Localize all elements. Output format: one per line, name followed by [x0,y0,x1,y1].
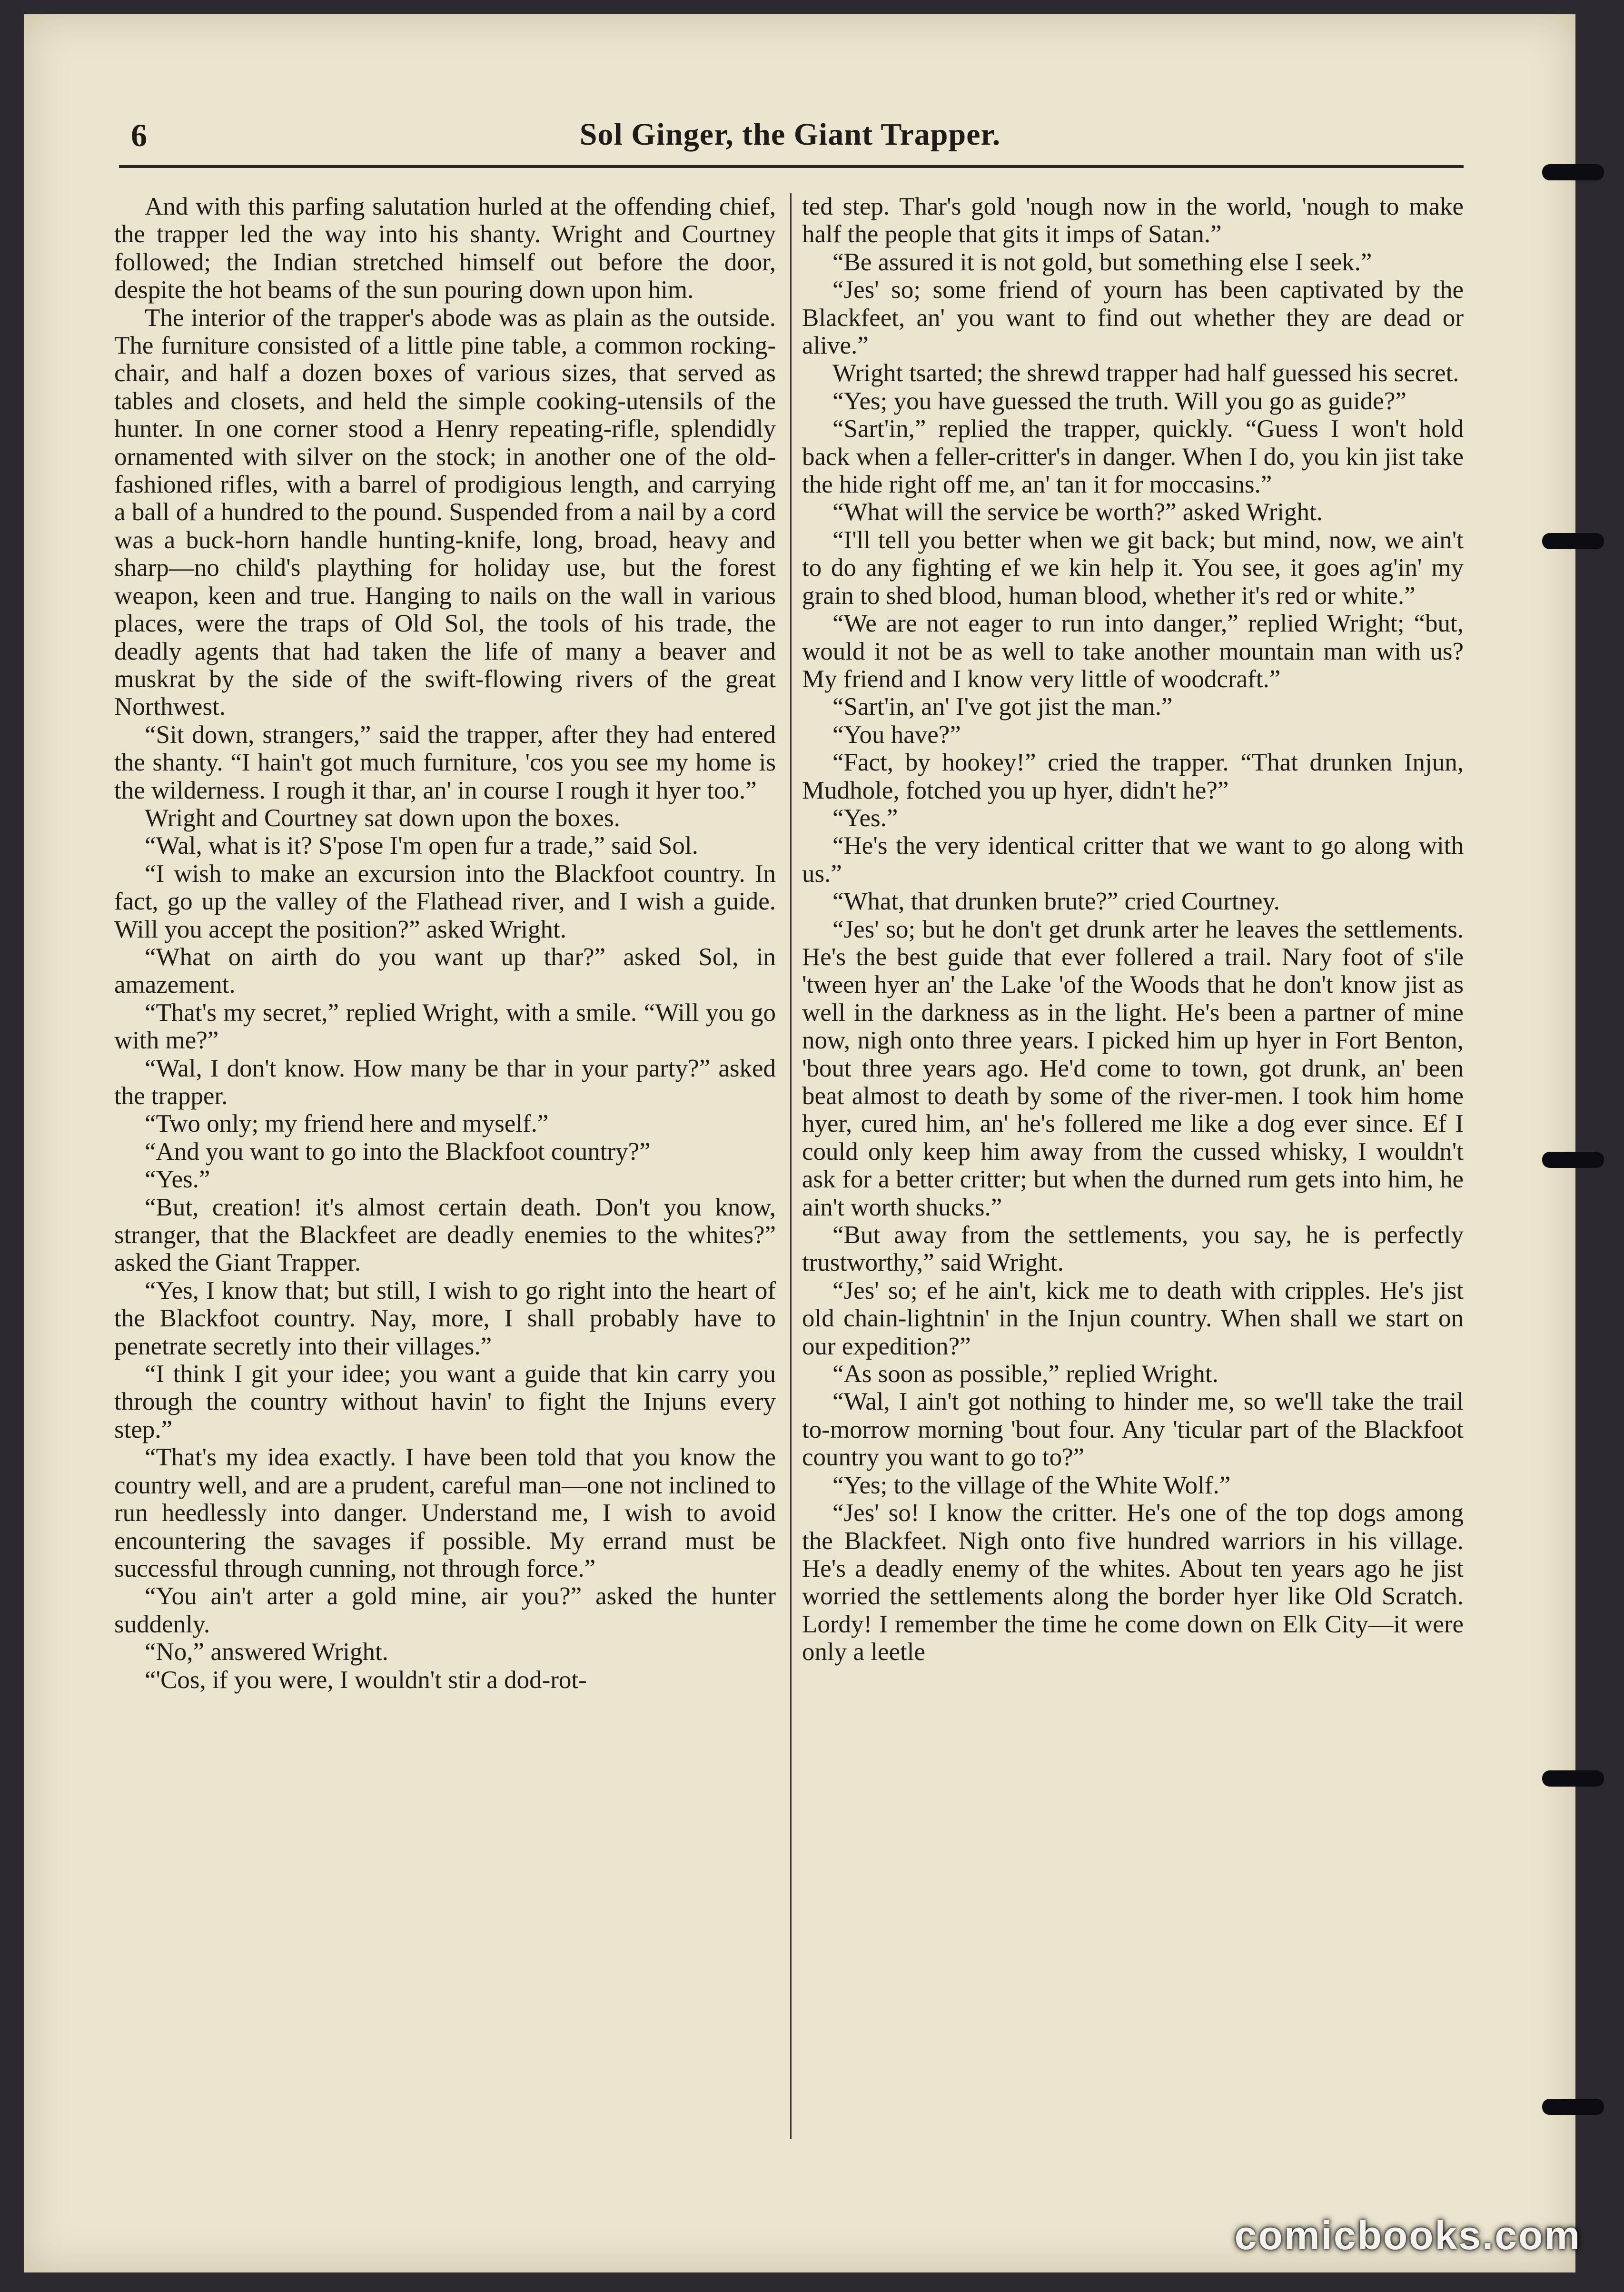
paragraph: “What will the service be worth?” asked Wright. [832,498,1323,526]
paragraph: “Jes' so; ef he ain't, kick me to death with cripples. He's jist old chain-lightnin' in the Injun country. When shall we start on our expedition?” [802,1276,1464,1360]
paragraph: “Yes.” [832,804,898,832]
paragraph: “Yes.” [145,1166,210,1194]
paragraph: And with this parfing salutation hurled at the offending chief, the trapper led the way into his shanty. Wright and Courtney followed; the Indian stretched himself out before the door, despite the hot beams of the sun pouring down upon him. [114,193,776,304]
paragraph: “But away from the settlements, you say, he is perfectly trustworthy,” said Wright. [802,1221,1464,1277]
paragraph: “I wish to make an excursion into the Blackfoot country. In fact, go up the valley of the Flathead river, and I wish a guide. Will you accept the position?” asked Wright. [114,860,776,943]
paragraph: “But, creation! it's almost certain death. Don't you know, stranger, that the Blackfeet are deadly enemies to the whites?” asked the Giant Trapper. [114,1193,776,1277]
paragraph: “That's my idea exactly. I have been told that you know the country well, and are a prudent, careful man—one not inclined to run heedlessly into danger. Understand me, I wish to avoid encountering the savages if possible. My errand must be successful through cunning, not through force.” [114,1443,776,1582]
staple-mark [1542,164,1604,180]
paragraph: “Sit down, strangers,” said the trapper, after they had entered the shanty. “I hain't got much furniture, 'cos you see my home is the wilderness. I rough it thar, an' in course I rough it hyer too.” [114,721,776,804]
paragraph: “What, that drunken brute?” cried Courtney. [832,888,1280,916]
paragraph: “Sart'in, an' I've got jist the man.” [832,693,1173,721]
paragraph: “Sart'in,” replied the trapper, quickly. “Guess I won't hold back when a feller-critter's in danger. When I do, you kin jist take the hide right off me, an' tan it for moccasins.” [802,415,1464,499]
paragraph: “'Cos, if you were, I wouldn't stir a dod-rot- [145,1666,587,1694]
staple-mark [1542,2099,1604,2115]
paragraph: Wright tsarted; the shrewd trapper had half guessed his secret. [832,359,1459,387]
paragraph: “Jes' so; some friend of yourn has been captivated by the Blackfeet, an' you want to find out whether they are dead or alive.” [802,276,1464,360]
paragraph: “Be assured it is not gold, but something else I seek.” [832,248,1372,276]
paragraph: “You have?” [832,721,961,749]
paragraph: “I'll tell you better when we git back; but mind, now, we ain't to do any fighting ef we kin help it. You see, it goes ag'in' my grain to shed blood, human blood, whether it's red or white.” [802,526,1464,610]
paragraph: “Wal, I don't know. How many be thar in your party?” asked the trapper. [114,1054,776,1110]
watermark: comicbooks.com [1234,2213,1581,2258]
paragraph: ted step. Thar's gold 'nough now in the world, 'nough to make half the people that gits it imps of Satan.” [802,193,1464,248]
paragraph: “We are not eager to run into danger,” replied Wright; “but, would it not be as well to take another mountain man with us? My friend and I know very little of woodcraft.” [802,610,1464,693]
paragraph: “And you want to go into the Blackfoot country?” [145,1137,651,1166]
staple-mark [1542,533,1604,549]
paragraph: Wright and Courtney sat down upon the boxes. [145,804,620,832]
paragraph: “Yes; you have guessed the truth. Will you go as guide?” [832,387,1406,415]
magazine-page [24,14,1575,2272]
paragraph: “Two only; my friend here and myself.” [145,1110,549,1138]
paragraph: “He's the very identical critter that we want to go along with us.” [802,832,1464,888]
header-rule [119,165,1464,168]
paragraph: “Yes; to the village of the White Wolf.” [832,1471,1231,1499]
staple-mark [1542,1152,1604,1168]
text-column-right [802,193,1464,2144]
paragraph: “Wal, I ain't got nothing to hinder me, so we'll take the trail to-morrow morning 'bout four. Any 'ticular part of the Blackfoot country you want to go to?” [802,1388,1464,1472]
paragraph: “That's my secret,” replied Wright, with a smile. “Will you go with me?” [114,998,776,1055]
paragraph: “Fact, by hookey!” cried the trapper. “That drunken Injun, Mudhole, fotched you up hyer, didn't he?” [802,749,1464,804]
paragraph: “I think I git your idee; you want a guide that kin carry you through the country without havin' to fight the Injuns every step.” [114,1360,776,1443]
text-column-left [114,193,776,2144]
page-number: 6 [131,117,147,153]
paragraph: “As soon as possible,” replied Wright. [832,1360,1218,1388]
staple-mark [1542,1770,1604,1787]
column-divider [790,193,792,2139]
page-header [105,98,1475,178]
paragraph: “You ain't arter a gold mine, air you?” asked the hunter suddenly. [114,1582,776,1638]
paragraph: “Yes, I know that; but still, I wish to go right into the heart of the Blackfoot country. Nay, more, I shall probably have to penetrate secretly into their villages.” [114,1276,776,1360]
running-title: Sol Ginger, the Giant Trapper. [579,117,1001,152]
paragraph: “No,” answered Wright. [145,1638,388,1666]
paragraph: “Jes' so; but he don't get drunk arter he leaves the settlements. He's the best guide that ever follered a trail. Nary foot of s'ile 'tween hyer an' the Lake 'of the Woods that he don't know jist as well in the darkness as in the light. He's been a partner of mine now, nigh onto three years. I picked him up hyer in Fort Benton, 'bout three years ago. He'd come to town, got drunk, an' been beat almost to death by some of the river-men. I took him home hyer, cured him, an' he's follered me like a dog ever since. Ef I could only keep him away from the cussed whisky, I wouldn't ask for a better critter; but when the durned rum gets into him, he ain't worth shucks.” [802,915,1464,1221]
paragraph: “Jes' so! I know the critter. He's one of the top dogs among the Blackfeet. Nigh onto five hundred warriors in his village. He's a deadly enemy of the whites. About ten years ago he jist worried the settlements along the border hyer like Old Scratch. Lordy! I remember the time he come down on Elk City—it were only a leetle [802,1499,1464,1666]
paragraph: The interior of the trapper's abode was as plain as the outside. The furniture consisted of a little pine table, a common rocking-chair, and half a dozen boxes of various sizes, that served as tables and closets, and held the simple cooking-utensils of the hunter. In one corner stood a Henry repeating-rifle, splendidly ornamented with silver on the stock; in another one of the old-fashioned rifles, with a barrel of prodigious length, and carrying a ball of a hundred to the pound. Suspended from a nail by a cord was a buck-horn handle hunting-knife, long, broad, heavy and sharp—no child's plaything for holiday use, but the forest weapon, keen and true. Hanging to nails on the wall in various places, were the traps of Old Sol, the tools of his trade, the deadly agents that had taken the life of many a beaver and muskrat by the side of the swift-flowing rivers of the great Northwest. [114,304,776,721]
paragraph: “Wal, what is it? S'pose I'm open fur a trade,” said Sol. [145,832,698,860]
paragraph: “What on airth do you want up thar?” asked Sol, in amazement. [114,943,776,999]
